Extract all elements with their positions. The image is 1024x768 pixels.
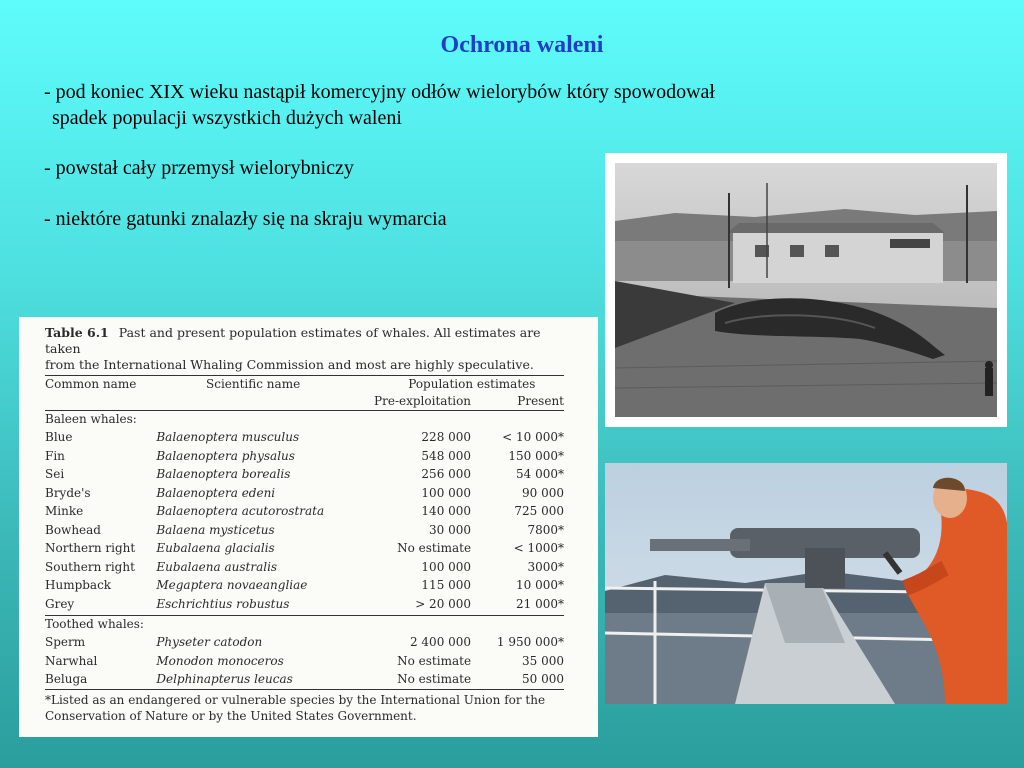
- cell-pre-exploitation: > 20 000: [415, 596, 472, 611]
- cell-scientific-name: Balaenoptera borealis: [156, 467, 291, 481]
- whaling-station-image: [615, 163, 997, 417]
- table-label: Table 6.1: [45, 325, 109, 340]
- cell-present: 1 950 000*: [496, 635, 564, 649]
- group-label-toothed: Toothed whales:: [45, 617, 144, 631]
- cell-pre-exploitation: 100 000: [421, 559, 472, 574]
- cell-common-name: Bowhead: [45, 522, 101, 537]
- cell-scientific-name: Eschrichtius robustus: [156, 596, 290, 611]
- cell-pre-exploitation: No estimate: [397, 541, 472, 555]
- slide-title: Ochrona waleni: [440, 32, 604, 58]
- cell-present: 50 000: [522, 672, 564, 686]
- header-present: Present: [517, 394, 564, 408]
- table-row: [45, 576, 564, 595]
- cell-scientific-name: Eubalaena glacialis: [156, 541, 275, 555]
- table-row: [45, 447, 564, 466]
- table-header-row: [45, 376, 564, 393]
- cell-pre-exploitation: No estimate: [397, 672, 472, 686]
- bullet-line: - pod koniec XIX wieku nastąpił komercyjny odłów wielorybów który spowodował: [44, 81, 715, 103]
- cell-pre-exploitation: 2 400 000: [409, 635, 472, 649]
- footnote-line2: Conservation of Nature or by the United States Government.: [45, 708, 417, 723]
- header-population: Population estimates: [408, 377, 536, 391]
- cell-present: 7800*: [527, 522, 564, 537]
- cell-common-name: Beluga: [45, 672, 88, 686]
- footnote-line1: *Listed as an endangered or vulnerable species by the International Union for the: [45, 692, 546, 707]
- cell-pre-exploitation: 228 000: [421, 430, 472, 444]
- cell-scientific-name: Balaenoptera physalus: [156, 448, 295, 463]
- cell-common-name: Blue: [45, 430, 73, 444]
- cell-common-name: Southern right: [45, 559, 135, 574]
- cell-pre-exploitation: 140 000: [421, 504, 472, 518]
- cell-scientific-name: Balaena mysticetus: [156, 522, 275, 537]
- cell-pre-exploitation: 30 000: [429, 522, 472, 537]
- harpoon-gun-image: [605, 463, 1007, 704]
- cell-common-name: Narwhal: [45, 653, 98, 668]
- cell-pre-exploitation: 548 000: [421, 448, 472, 463]
- cell-scientific-name: Monodon monoceros: [156, 653, 284, 668]
- bullet-line-continued: spadek populacji wszystkich dużych waleni: [52, 107, 402, 129]
- table-caption-line2: from the International Whaling Commission and most are highly speculative.: [45, 357, 534, 372]
- cell-common-name: Sperm: [45, 635, 86, 649]
- cell-scientific-name: Eubalaena australis: [156, 559, 278, 574]
- population-table-scan: [19, 317, 598, 737]
- cell-scientific-name: Delphinapterus leucas: [156, 672, 293, 686]
- cell-common-name: Northern right: [45, 541, 136, 555]
- cell-present: 3000*: [527, 559, 564, 574]
- bullet-extinction: - niektóre gatunki znalazły się na skraju wymarcia: [44, 208, 447, 230]
- cell-present: 35 000: [522, 653, 564, 668]
- cell-scientific-name: Balaenoptera acutorostrata: [156, 504, 325, 518]
- toothed-rows: [45, 633, 564, 689]
- cell-pre-exploitation: No estimate: [397, 653, 472, 668]
- cell-pre-exploitation: 100 000: [421, 485, 472, 500]
- table-row: [45, 428, 564, 447]
- cell-scientific-name: Balaenoptera musculus: [156, 430, 300, 444]
- table-row: [45, 502, 564, 521]
- cell-present: 10 000*: [516, 578, 564, 592]
- table-row: [45, 484, 564, 503]
- cell-common-name: Sei: [45, 467, 65, 481]
- table-row: [45, 465, 564, 484]
- bullet-commercial-whaling: [44, 79, 924, 131]
- header-common-name: Common name: [45, 377, 137, 391]
- cell-pre-exploitation: 115 000: [421, 578, 472, 592]
- cell-present: < 10 000*: [502, 430, 564, 444]
- table-footnote: [45, 692, 564, 724]
- whaling-station-photo: [605, 153, 1007, 427]
- cell-present: 21 000*: [516, 596, 564, 611]
- cell-present: 725 000: [514, 504, 564, 518]
- cell-present: < 1000*: [513, 541, 564, 555]
- table-row: [45, 558, 564, 577]
- table-row: [45, 539, 564, 558]
- table-row: [45, 652, 564, 671]
- table-subheader-row: [45, 393, 564, 410]
- table-row: [45, 595, 564, 614]
- table-row: [45, 633, 564, 652]
- group-label-baleen: Baleen whales:: [45, 412, 137, 426]
- cell-scientific-name: Balaenoptera edeni: [156, 485, 276, 500]
- header-pre-exploitation: Pre-exploitation: [374, 394, 472, 408]
- bullet-whaling-industry: - powstał cały przemysł wielorybniczy: [44, 157, 354, 179]
- cell-common-name: Humpback: [45, 578, 112, 592]
- cell-pre-exploitation: 256 000: [421, 467, 472, 481]
- baleen-rows: [45, 428, 564, 613]
- cell-scientific-name: Physeter catodon: [156, 635, 263, 649]
- cell-common-name: Minke: [45, 504, 84, 518]
- harpoon-gun-photo: [605, 463, 1007, 704]
- cell-scientific-name: Megaptera novaeangliae: [156, 578, 308, 592]
- header-scientific-name: Scientific name: [206, 377, 301, 391]
- cell-present: 150 000*: [508, 448, 564, 463]
- cell-common-name: Bryde's: [45, 485, 91, 500]
- cell-present: 54 000*: [516, 467, 564, 481]
- table-caption-line1: Past and present population estimates of whales. All estimates are taken: [45, 325, 541, 356]
- table-caption: [45, 325, 564, 373]
- cell-common-name: Fin: [45, 448, 65, 463]
- table-row: [45, 521, 564, 540]
- cell-present: 90 000: [522, 485, 564, 500]
- table-row: [45, 670, 564, 689]
- cell-common-name: Grey: [45, 596, 75, 611]
